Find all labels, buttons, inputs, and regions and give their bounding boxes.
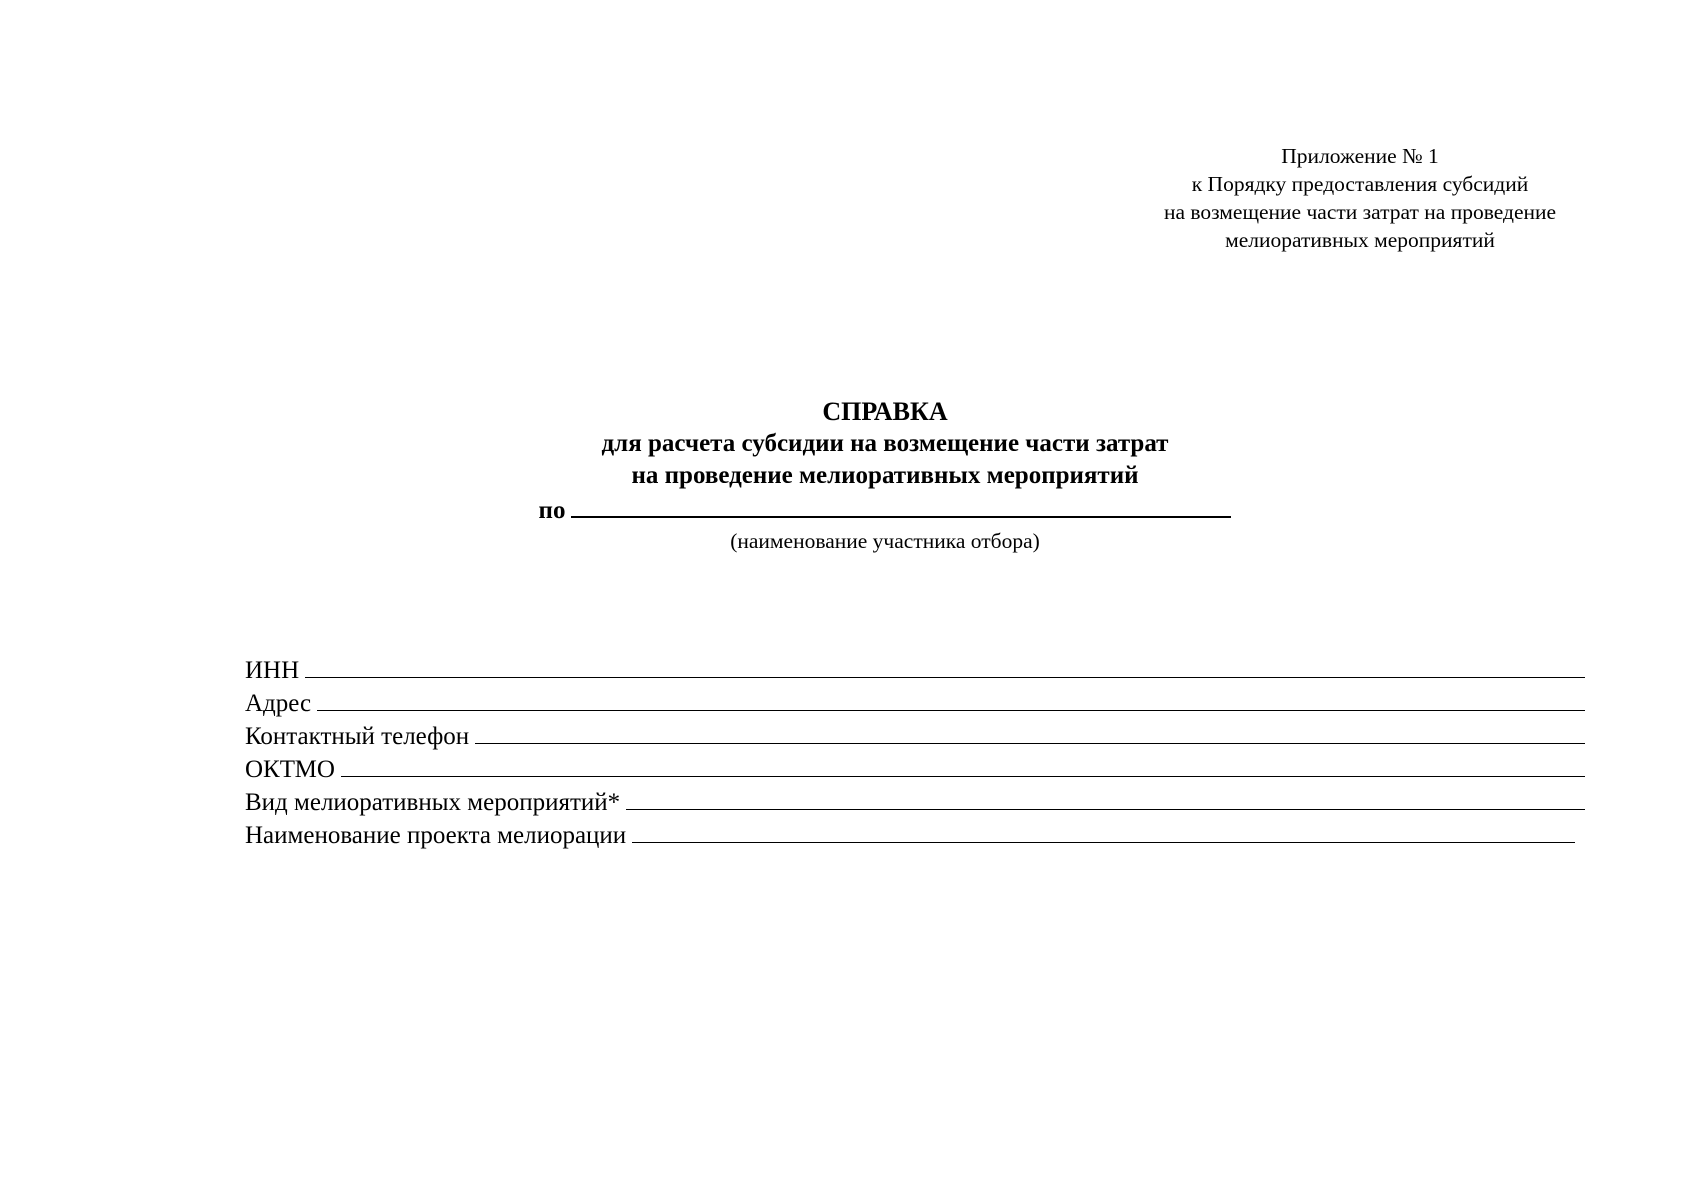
field-line-inn[interactable]: [305, 655, 1585, 678]
participant-row: [300, 492, 1470, 527]
annex-line-4: мелиоративных мероприятий: [1225, 228, 1495, 252]
field-inn: [245, 654, 1585, 687]
annex-line-2: к Порядку предоставления субсидий: [1191, 172, 1529, 196]
field-line-oktmo[interactable]: [341, 754, 1585, 777]
field-line-project-name[interactable]: [632, 820, 1575, 843]
field-oktmo: [245, 753, 1585, 786]
field-address: [245, 687, 1585, 720]
title-main: СПРАВКА: [822, 397, 948, 426]
document-title: [300, 396, 1470, 527]
field-line-phone[interactable]: [475, 721, 1585, 744]
field-label-oktmo: ОКТМО: [245, 756, 335, 783]
field-activity-type: [245, 786, 1585, 819]
title-line-3: на проведение мелиоративных мероприятий: [631, 462, 1139, 489]
po-label: по: [538, 497, 566, 524]
participant-caption: (наименование участника отбора): [730, 529, 1040, 553]
field-phone: [245, 720, 1585, 753]
fields-list: [245, 654, 1585, 852]
participant-name-line[interactable]: [571, 492, 1231, 518]
field-line-address[interactable]: [317, 688, 1585, 711]
field-project-name: [245, 819, 1585, 852]
field-label-address: Адрес: [245, 690, 312, 717]
annex-line-3: на возмещение части затрат на проведение: [1163, 200, 1557, 224]
annex-line-1: Приложение № 1: [1281, 144, 1439, 168]
field-label-phone: Контактный телефон: [245, 723, 470, 750]
title-line-2: для расчета субсидии на возмещение части затрат: [601, 430, 1169, 457]
field-label-project-name: Наименование проекта мелиорации: [245, 822, 627, 849]
annex-header: [1100, 142, 1620, 254]
field-line-activity-type[interactable]: [626, 787, 1585, 810]
field-label-inn: ИНН: [245, 657, 300, 684]
field-label-activity-type: Вид мелиоративных мероприятий*: [245, 789, 621, 816]
